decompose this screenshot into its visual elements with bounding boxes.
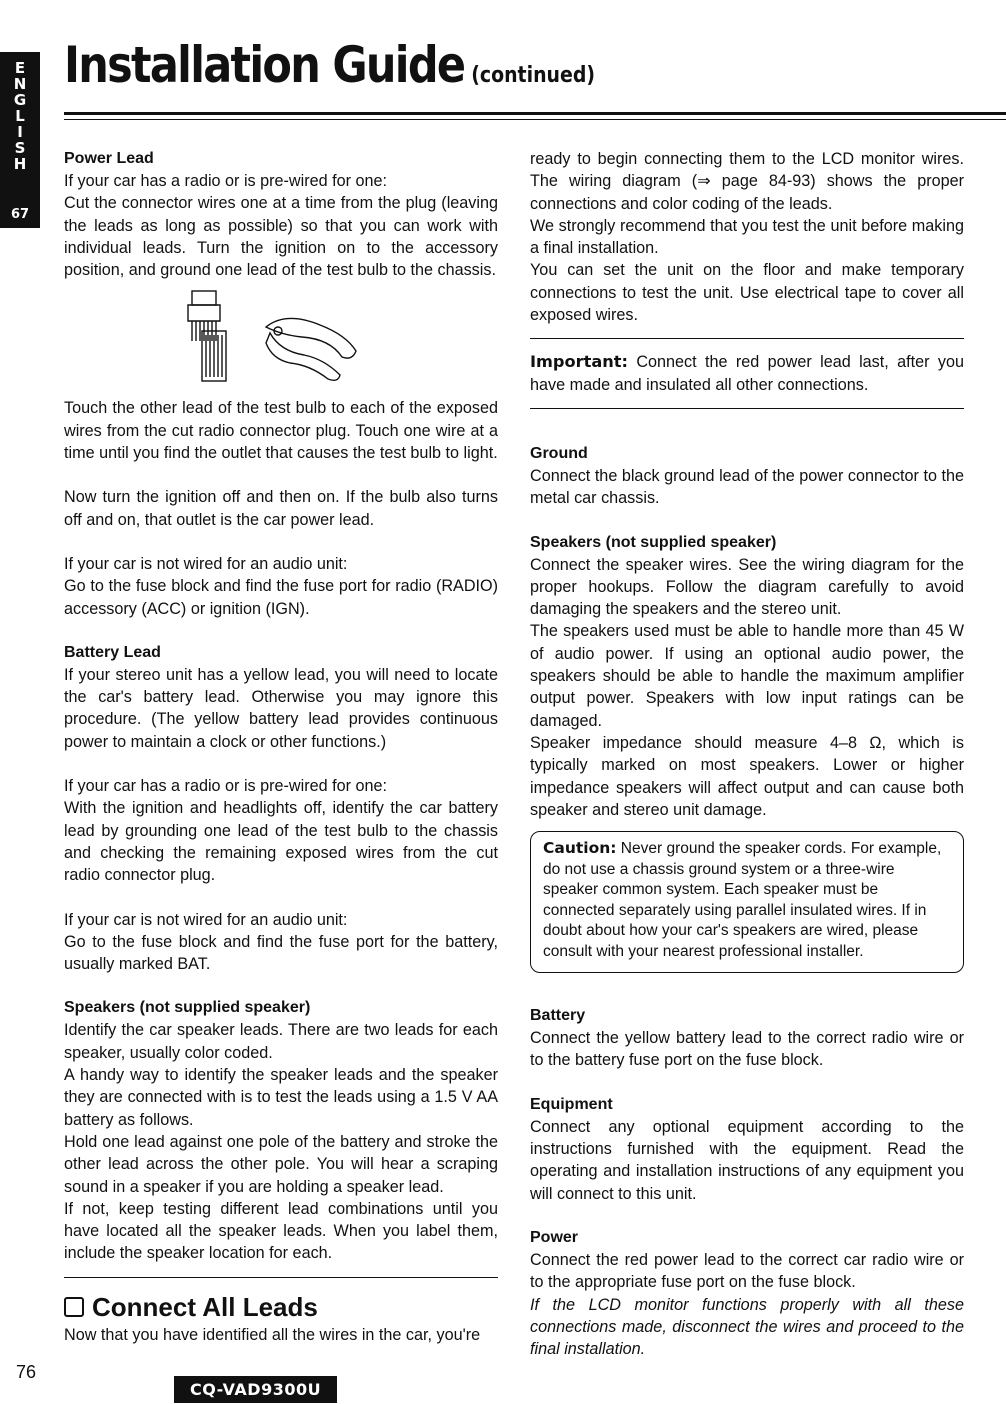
heading-battery-lead: Battery Lead [64,643,161,661]
paragraph: The speakers used must be able to handle more than 45 W of audio power. If using an optional audio power, the speakers should be able to handle the maximum amplifier output power. Speakers with low input ratings can be damaged. [530,622,964,730]
caution-box [530,831,964,973]
paragraph: If your car has a radio or is pre-wired for one: [64,777,387,796]
left-column [64,148,498,1346]
caution-label: Caution: [543,839,617,858]
paragraph: Go to the fuse block and find the fuse port for the battery, usually marked BAT. [64,932,498,974]
paragraph: If your car is not wired for an audio unit: [64,554,348,573]
title-rule [64,112,1006,115]
tab-letter: I [17,123,23,141]
tab-letter: G [13,91,27,109]
tab-letter: L [15,107,25,125]
connect-heading-text: Connect All Leads [92,1291,318,1322]
paragraph: If not, keep testing different lead combinations until you have located all the speaker leads. When you label them, include the speaker location for each. [64,1199,498,1263]
heading-power: Power [530,1228,579,1246]
paragraph: If the LCD monitor functions properly with all these connections made, disconnect the wires and proceed to the final installation. [530,1295,964,1359]
paragraph: A handy way to identify the speaker leads and the speaker they are connected with is to test the leads using a 1.5 V AA battery as follows. [64,1066,498,1129]
heading-equipment: Equipment [530,1095,613,1113]
heading-speakers: Speakers (not supplied speaker) [64,999,311,1017]
paragraph: Connect the yellow battery lead to the correct radio wire or to the battery fuse port on the fuse block. [530,1029,964,1070]
divider-top [530,338,964,339]
page-title [64,36,595,94]
heading-power-lead: Power Lead [64,150,154,167]
title-subtitle: (continued) [471,63,596,88]
paragraph: ready to begin connecting them to the LCD monitor wires. The wiring diagram (⇒ page 84-93) shows the proper connections and color coding of the leads. [530,150,964,213]
heading-connect-all-leads [64,1290,498,1324]
paragraph: With the ignition and headlights off, identify the car battery lead by grounding one lead of the test bulb to the chassis and checking the remaining exposed wires from the cut radio connector plug. [64,799,498,885]
tab-letter: N [13,75,27,93]
checkbox-square-icon [64,1297,84,1317]
paragraph: Go to the fuse block and find the fuse port for radio (RADIO) accessory (ACC) or ignition (IGN). [64,577,498,618]
heading-battery: Battery [530,1007,586,1025]
title-main: Installation Guide [64,36,465,94]
language-letters [0,52,40,172]
tab-letter: H [13,155,27,173]
paragraph: Identify the car speaker leads. There are two leads for each speaker, usually color coded. [64,1021,498,1062]
tab-letter: E [14,59,26,77]
paragraph: If your car has a radio or is pre-wired for one: [64,172,387,190]
paragraph: Connect any optional equipment according to the instructions furnished with the equipment. Read the operating and installation instructions of any equipment you will connect to this unit. [530,1117,964,1203]
paragraph: Connect the black ground lead of the power connector to the metal car chassis. [530,466,964,508]
paragraph: Speaker impedance should measure 4–8 Ω, which is typically marked on most speakers. Lower or higher impedance speakers will affect output and can cause both speaker and stereo unit damage. [530,733,964,819]
important-text: Connect the red power lead last, after you have made and insulated all other connections. [530,353,964,394]
language-tab [0,52,40,228]
paragraph: We strongly recommend that you test the unit before making a final installation. [530,216,964,258]
paragraph: Now turn the ignition off and then on. If the bulb also turns off and on, that outlet is the car power lead. [64,488,498,529]
paragraph: Cut the connector wires one at a time from the plug (leaving the leads as long as possible) so that you can work with individual leads. Turn the ignition on to the accessory position, and ground one lead of the test bulb to the chassis. [64,194,498,280]
paragraph: Connect the speaker wires. See the wiring diagram for the proper hookups. Follow the diagram carefully to avoid damaging the speakers and the stereo unit. [530,555,964,619]
important-label: Important: [530,352,628,372]
paragraph: If your stereo unit has a yellow lead, you will need to locate the car's battery lead. Otherwise you may ignore this procedure. (The yellow battery lead provides continuous power to maintain a clock or other functions.) [64,665,498,751]
right-column [530,148,964,1360]
model-badge: CQ-VAD9300U [174,1376,337,1403]
tab-letter: S [14,139,26,157]
section-page-number: 67 [10,207,30,222]
page-number: 76 [16,1362,37,1382]
section-divider [64,1277,498,1278]
paragraph: Touch the other lead of the test bulb to each of the exposed wires from the cut radio connector plug. Touch one wire at a time until you find the outlet that causes the test bulb to light. [64,399,498,463]
paragraph: If your car is not wired for an audio unit: [64,910,348,929]
connector-and-pliers-icon [174,287,374,391]
paragraph: You can set the unit on the floor and make temporary connections to test the unit. Use electrical tape to cover all exposed wires. [530,261,964,325]
tools-illustration [64,287,498,393]
paragraph: Now that you have identified all the wires in the car, you're [64,1325,481,1344]
caution-text: Never ground the speaker cords. For example, do not use a chassis ground system or a three-wire speaker common system. Each speaker must be connected separately using parallel insulated wires. If in doubt about how your car's speakers are wired, please consult with your nearest professional installer. [543,840,942,960]
paragraph: Connect the red power lead to the correct car radio wire or to the appropriate fuse port on the fuse block. [530,1250,964,1292]
divider-bottom [530,408,964,409]
title-rule-thin [64,119,1006,120]
paragraph: Hold one lead against one pole of the battery and stroke the other lead across the other pole. You will hear a scraping sound in a speaker if you are holding a speaker lead. [64,1132,498,1196]
important-note [530,351,964,396]
heading-speakers-right: Speakers (not supplied speaker) [530,533,777,551]
heading-ground: Ground [530,444,588,462]
